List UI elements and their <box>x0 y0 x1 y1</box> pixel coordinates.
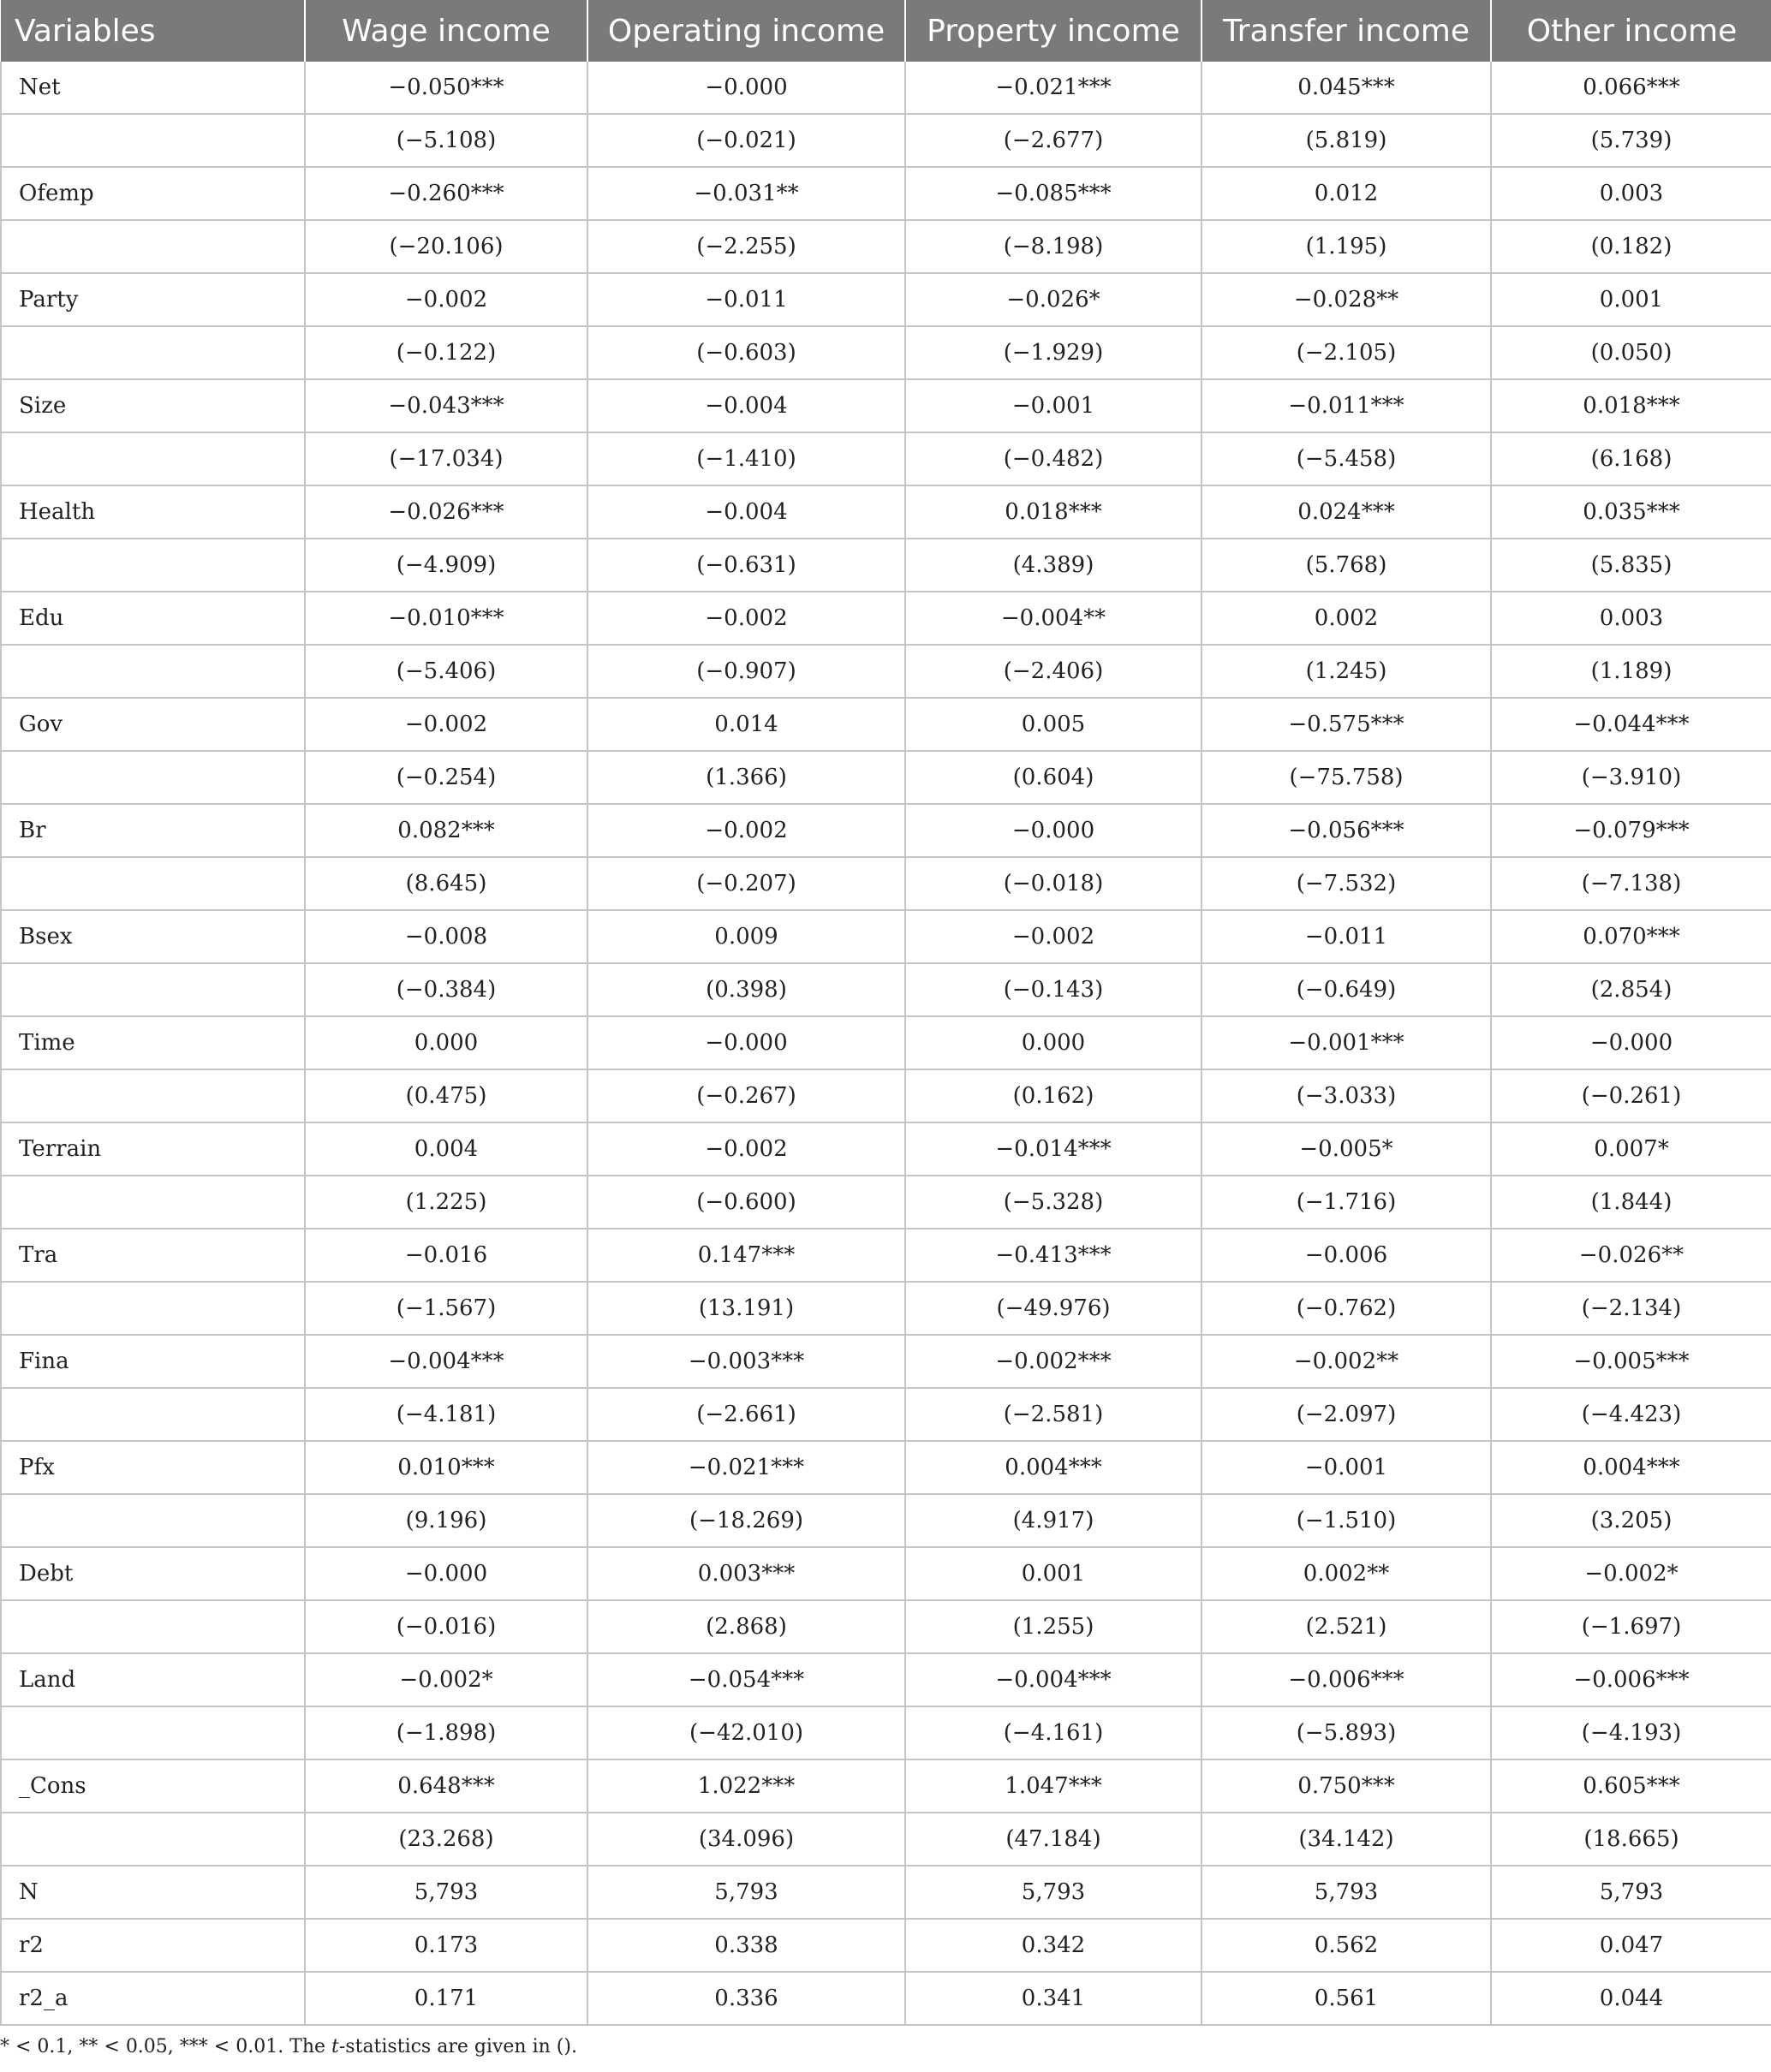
variable-cell <box>1 1706 305 1759</box>
value-cell: −0.004** <box>905 592 1202 645</box>
value-cell: −0.005* <box>1202 1122 1491 1176</box>
value-cell: (−17.034) <box>305 432 587 485</box>
table-row <box>1 804 1771 857</box>
value-cell: −0.004 <box>587 485 905 539</box>
value-cell: −0.014*** <box>905 1122 1202 1176</box>
value-cell: (−4.161) <box>905 1706 1202 1759</box>
value-cell: 0.000 <box>905 1016 1202 1069</box>
table-row <box>1 326 1771 379</box>
value-cell: 0.342 <box>905 1919 1202 1972</box>
value-cell: −0.001*** <box>1202 1016 1491 1069</box>
value-cell: (−0.207) <box>587 857 905 910</box>
variable-cell: Ofemp <box>1 167 305 220</box>
value-cell: (−20.106) <box>305 220 587 273</box>
value-cell: (6.168) <box>1491 432 1771 485</box>
value-cell: (−7.532) <box>1202 857 1491 910</box>
value-cell: (−0.907) <box>587 645 905 698</box>
value-cell: (−49.976) <box>905 1282 1202 1335</box>
variable-cell: Pfx <box>1 1441 305 1494</box>
variable-cell: Size <box>1 379 305 432</box>
value-cell: −0.006*** <box>1202 1653 1491 1706</box>
value-cell: −0.002 <box>587 592 905 645</box>
value-cell: 0.035*** <box>1491 485 1771 539</box>
value-cell: 0.018*** <box>905 485 1202 539</box>
table-row <box>1 751 1771 804</box>
table-row <box>1 1388 1771 1441</box>
value-cell: (−2.406) <box>905 645 1202 698</box>
value-cell: −0.004 <box>587 379 905 432</box>
value-cell: (−3.033) <box>1202 1069 1491 1122</box>
table-row <box>1 1016 1771 1069</box>
table-row <box>1 1706 1771 1759</box>
variable-cell: Br <box>1 804 305 857</box>
header-wage-income: Wage income <box>305 0 587 62</box>
value-cell: 0.336 <box>587 1972 905 2025</box>
value-cell: (2.854) <box>1491 963 1771 1016</box>
value-cell: 0.004 <box>305 1122 587 1176</box>
variable-cell: N <box>1 1866 305 1919</box>
value-cell: (5.768) <box>1202 539 1491 592</box>
value-cell: (−0.762) <box>1202 1282 1491 1335</box>
value-cell: (−4.423) <box>1491 1388 1771 1441</box>
value-cell: (−0.254) <box>305 751 587 804</box>
value-cell: (5.835) <box>1491 539 1771 592</box>
value-cell: 0.002** <box>1202 1547 1491 1600</box>
table-row <box>1 379 1771 432</box>
value-cell: (−4.193) <box>1491 1706 1771 1759</box>
value-cell: (−1.929) <box>905 326 1202 379</box>
value-cell: −0.054*** <box>587 1653 905 1706</box>
variable-cell <box>1 963 305 1016</box>
header-other-income: Other income <box>1491 0 1771 62</box>
value-cell: −0.011*** <box>1202 379 1491 432</box>
variable-cell <box>1 1069 305 1122</box>
value-cell: −0.002 <box>305 273 587 326</box>
value-cell: 5,793 <box>1202 1866 1491 1919</box>
value-cell: −0.002 <box>587 804 905 857</box>
variable-cell <box>1 1282 305 1335</box>
table-row <box>1 1122 1771 1176</box>
value-cell: (−4.909) <box>305 539 587 592</box>
value-cell: (2.521) <box>1202 1600 1491 1653</box>
value-cell: (34.142) <box>1202 1813 1491 1866</box>
variable-cell: _Cons <box>1 1759 305 1813</box>
value-cell: (1.844) <box>1491 1176 1771 1229</box>
variable-cell: Party <box>1 273 305 326</box>
value-cell: 0.147*** <box>587 1229 905 1282</box>
value-cell: 0.001 <box>1491 273 1771 326</box>
table-row <box>1 1069 1771 1122</box>
table-row <box>1 114 1771 167</box>
value-cell: (−2.661) <box>587 1388 905 1441</box>
value-cell: −0.002 <box>587 1122 905 1176</box>
value-cell: 0.000 <box>305 1016 587 1069</box>
variable-cell <box>1 432 305 485</box>
value-cell: (−4.181) <box>305 1388 587 1441</box>
value-cell: (−1.510) <box>1202 1494 1491 1547</box>
table-row <box>1 485 1771 539</box>
value-cell: 0.171 <box>305 1972 587 2025</box>
header-transfer-income: Transfer income <box>1202 0 1491 62</box>
table-row <box>1 1494 1771 1547</box>
value-cell: (−5.458) <box>1202 432 1491 485</box>
header-operating-income: Operating income <box>587 0 905 62</box>
value-cell: 5,793 <box>905 1866 1202 1919</box>
value-cell: −0.026* <box>905 273 1202 326</box>
value-cell: −0.000 <box>587 62 905 114</box>
table-row <box>1 1547 1771 1600</box>
value-cell: −0.050*** <box>305 62 587 114</box>
value-cell: −0.010*** <box>305 592 587 645</box>
variable-cell: Time <box>1 1016 305 1069</box>
value-cell: −0.000 <box>905 804 1202 857</box>
value-cell: 0.648*** <box>305 1759 587 1813</box>
variable-cell: Gov <box>1 698 305 751</box>
value-cell: (0.604) <box>905 751 1202 804</box>
value-cell: −0.002* <box>305 1653 587 1706</box>
value-cell: −0.079*** <box>1491 804 1771 857</box>
value-cell: (−5.108) <box>305 114 587 167</box>
variable-cell <box>1 1388 305 1441</box>
variable-cell: Edu <box>1 592 305 645</box>
value-cell: (4.389) <box>905 539 1202 592</box>
value-cell: −0.085*** <box>905 167 1202 220</box>
value-cell: 0.007* <box>1491 1122 1771 1176</box>
value-cell: 5,793 <box>305 1866 587 1919</box>
value-cell: (−0.018) <box>905 857 1202 910</box>
variable-cell <box>1 751 305 804</box>
value-cell: −0.005*** <box>1491 1335 1771 1388</box>
value-cell: −0.002** <box>1202 1335 1491 1388</box>
value-cell: (−0.261) <box>1491 1069 1771 1122</box>
variable-cell <box>1 645 305 698</box>
value-cell: 0.002 <box>1202 592 1491 645</box>
value-cell: 0.750*** <box>1202 1759 1491 1813</box>
value-cell: 0.005 <box>905 698 1202 751</box>
value-cell: (1.225) <box>305 1176 587 1229</box>
value-cell: (−0.482) <box>905 432 1202 485</box>
table-row <box>1 1229 1771 1282</box>
value-cell: 0.024*** <box>1202 485 1491 539</box>
value-cell: (2.868) <box>587 1600 905 1653</box>
value-cell: −0.002* <box>1491 1547 1771 1600</box>
value-cell: 0.341 <box>905 1972 1202 2025</box>
value-cell: (23.268) <box>305 1813 587 1866</box>
variable-cell: Net <box>1 62 305 114</box>
value-cell: (1.245) <box>1202 645 1491 698</box>
value-cell: 0.066*** <box>1491 62 1771 114</box>
table-footnote <box>0 2036 1771 2057</box>
variable-cell: Bsex <box>1 910 305 963</box>
variable-cell: Land <box>1 1653 305 1706</box>
value-cell: (−0.384) <box>305 963 587 1016</box>
value-cell: 0.044 <box>1491 1972 1771 2025</box>
table-row <box>1 963 1771 1016</box>
value-cell: (13.191) <box>587 1282 905 1335</box>
table-row <box>1 539 1771 592</box>
table-row <box>1 432 1771 485</box>
table-row <box>1 857 1771 910</box>
value-cell: −0.003*** <box>587 1335 905 1388</box>
value-cell: 0.014 <box>587 698 905 751</box>
value-cell: −0.016 <box>305 1229 587 1282</box>
value-cell: 0.082*** <box>305 804 587 857</box>
variable-cell <box>1 539 305 592</box>
value-cell: −0.011 <box>587 273 905 326</box>
table-row <box>1 1653 1771 1706</box>
variable-cell: Fina <box>1 1335 305 1388</box>
value-cell: 0.003*** <box>587 1547 905 1600</box>
table-row <box>1 1813 1771 1866</box>
value-cell: 0.004*** <box>1491 1441 1771 1494</box>
value-cell: (5.819) <box>1202 114 1491 167</box>
variable-cell: r2 <box>1 1919 305 1972</box>
value-cell: (9.196) <box>305 1494 587 1547</box>
value-cell: (−2.105) <box>1202 326 1491 379</box>
header-property-income: Property income <box>905 0 1202 62</box>
value-cell: −0.004*** <box>905 1653 1202 1706</box>
footnote-text-1: * < 0.1, ** < 0.05, *** < 0.01. The <box>0 2036 332 2057</box>
value-cell: −0.026*** <box>305 485 587 539</box>
value-cell: −0.056*** <box>1202 804 1491 857</box>
table-body <box>1 62 1771 2025</box>
value-cell: (−2.255) <box>587 220 905 273</box>
value-cell: (−5.328) <box>905 1176 1202 1229</box>
value-cell: 0.004*** <box>905 1441 1202 1494</box>
value-cell: 0.561 <box>1202 1972 1491 2025</box>
value-cell: (−5.406) <box>305 645 587 698</box>
value-cell: (−42.010) <box>587 1706 905 1759</box>
table-row <box>1 1335 1771 1388</box>
value-cell: 0.003 <box>1491 167 1771 220</box>
value-cell: 5,793 <box>587 1866 905 1919</box>
value-cell: (−5.893) <box>1202 1706 1491 1759</box>
table-row <box>1 62 1771 114</box>
value-cell: (−0.143) <box>905 963 1202 1016</box>
value-cell: (−0.600) <box>587 1176 905 1229</box>
header-row <box>1 0 1771 62</box>
value-cell: 0.003 <box>1491 592 1771 645</box>
variable-cell <box>1 1176 305 1229</box>
value-cell: −0.000 <box>1491 1016 1771 1069</box>
table-row <box>1 1919 1771 1972</box>
table-row <box>1 220 1771 273</box>
value-cell: 1.022*** <box>587 1759 905 1813</box>
value-cell: (47.184) <box>905 1813 1202 1866</box>
value-cell: (−18.269) <box>587 1494 905 1547</box>
value-cell: (−1.898) <box>305 1706 587 1759</box>
table-row <box>1 1866 1771 1919</box>
variable-cell <box>1 220 305 273</box>
value-cell: −0.001 <box>905 379 1202 432</box>
value-cell: −0.031** <box>587 167 905 220</box>
value-cell: 0.012 <box>1202 167 1491 220</box>
value-cell: (−2.097) <box>1202 1388 1491 1441</box>
value-cell: −0.011 <box>1202 910 1491 963</box>
variable-cell: Terrain <box>1 1122 305 1176</box>
table-row <box>1 1282 1771 1335</box>
value-cell: (0.182) <box>1491 220 1771 273</box>
value-cell: 0.338 <box>587 1919 905 1972</box>
value-cell: 0.070*** <box>1491 910 1771 963</box>
table-row <box>1 167 1771 220</box>
value-cell: −0.043*** <box>305 379 587 432</box>
table-row <box>1 1972 1771 2025</box>
variable-cell <box>1 326 305 379</box>
value-cell: −0.004*** <box>305 1335 587 1388</box>
value-cell: (−0.631) <box>587 539 905 592</box>
value-cell: (5.739) <box>1491 114 1771 167</box>
footnote-italic-t: t <box>331 2036 339 2057</box>
value-cell: (−0.021) <box>587 114 905 167</box>
value-cell: 0.173 <box>305 1919 587 1972</box>
table-row <box>1 698 1771 751</box>
value-cell: (8.645) <box>305 857 587 910</box>
variable-cell <box>1 1600 305 1653</box>
variable-cell: Tra <box>1 1229 305 1282</box>
footnote-text-2: -statistics are given in (). <box>338 2036 577 2057</box>
variable-cell <box>1 114 305 167</box>
value-cell: (−3.910) <box>1491 751 1771 804</box>
value-cell: 0.562 <box>1202 1919 1491 1972</box>
value-cell: 0.605*** <box>1491 1759 1771 1813</box>
value-cell: (−1.567) <box>305 1282 587 1335</box>
value-cell: (−75.758) <box>1202 751 1491 804</box>
value-cell: −0.028** <box>1202 273 1491 326</box>
value-cell: (−7.138) <box>1491 857 1771 910</box>
value-cell: (0.475) <box>305 1069 587 1122</box>
value-cell: −0.000 <box>587 1016 905 1069</box>
value-cell: (−0.603) <box>587 326 905 379</box>
value-cell: −0.002*** <box>905 1335 1202 1388</box>
value-cell: (18.665) <box>1491 1813 1771 1866</box>
table-row <box>1 910 1771 963</box>
value-cell: (−2.677) <box>905 114 1202 167</box>
value-cell: (3.205) <box>1491 1494 1771 1547</box>
value-cell: −0.575*** <box>1202 698 1491 751</box>
value-cell: 0.018*** <box>1491 379 1771 432</box>
value-cell: 0.045*** <box>1202 62 1491 114</box>
variable-cell <box>1 1813 305 1866</box>
value-cell: (−2.134) <box>1491 1282 1771 1335</box>
variable-cell: Health <box>1 485 305 539</box>
value-cell: (34.096) <box>587 1813 905 1866</box>
value-cell: (1.195) <box>1202 220 1491 273</box>
value-cell: −0.021*** <box>587 1441 905 1494</box>
value-cell: 0.001 <box>905 1547 1202 1600</box>
table-row <box>1 592 1771 645</box>
variable-cell <box>1 857 305 910</box>
table-row <box>1 1441 1771 1494</box>
table-row <box>1 1176 1771 1229</box>
value-cell: 0.009 <box>587 910 905 963</box>
value-cell: −0.413*** <box>905 1229 1202 1282</box>
value-cell: 0.010*** <box>305 1441 587 1494</box>
value-cell: 0.047 <box>1491 1919 1771 1972</box>
value-cell: (0.050) <box>1491 326 1771 379</box>
value-cell: (−0.649) <box>1202 963 1491 1016</box>
value-cell: (−8.198) <box>905 220 1202 273</box>
variable-cell: r2_a <box>1 1972 305 2025</box>
value-cell: (−0.016) <box>305 1600 587 1653</box>
value-cell: (1.366) <box>587 751 905 804</box>
value-cell: (0.398) <box>587 963 905 1016</box>
value-cell: (−1.716) <box>1202 1176 1491 1229</box>
value-cell: (0.162) <box>905 1069 1202 1122</box>
value-cell: (1.255) <box>905 1600 1202 1653</box>
variable-cell <box>1 1494 305 1547</box>
value-cell: −0.026** <box>1491 1229 1771 1282</box>
value-cell: −0.006*** <box>1491 1653 1771 1706</box>
value-cell: −0.002 <box>905 910 1202 963</box>
value-cell: −0.021*** <box>905 62 1202 114</box>
value-cell: 5,793 <box>1491 1866 1771 1919</box>
value-cell: −0.260*** <box>305 167 587 220</box>
value-cell: (−2.581) <box>905 1388 1202 1441</box>
table-row <box>1 1600 1771 1653</box>
table-row <box>1 1759 1771 1813</box>
value-cell: (4.917) <box>905 1494 1202 1547</box>
value-cell: 1.047*** <box>905 1759 1202 1813</box>
value-cell: (1.189) <box>1491 645 1771 698</box>
value-cell: (−1.697) <box>1491 1600 1771 1653</box>
value-cell: −0.001 <box>1202 1441 1491 1494</box>
variable-cell: Debt <box>1 1547 305 1600</box>
value-cell: (−1.410) <box>587 432 905 485</box>
value-cell: (−0.267) <box>587 1069 905 1122</box>
header-variables: Variables <box>1 0 305 62</box>
table-row <box>1 645 1771 698</box>
value-cell: −0.008 <box>305 910 587 963</box>
value-cell: −0.002 <box>305 698 587 751</box>
table-row <box>1 273 1771 326</box>
value-cell: (−0.122) <box>305 326 587 379</box>
value-cell: −0.000 <box>305 1547 587 1600</box>
value-cell: −0.006 <box>1202 1229 1491 1282</box>
value-cell: −0.044*** <box>1491 698 1771 751</box>
